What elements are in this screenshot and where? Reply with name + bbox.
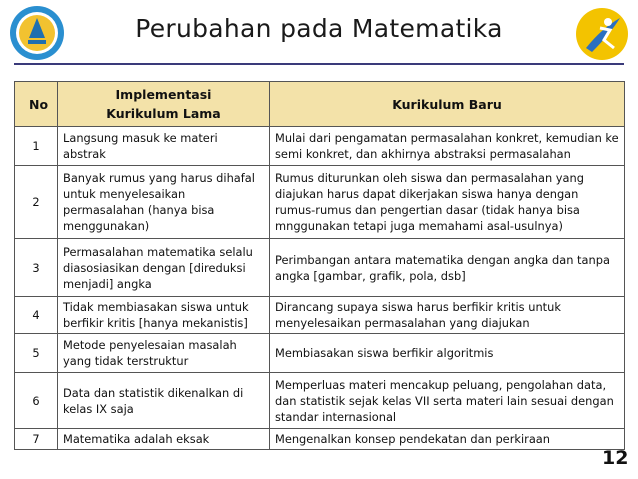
table-row (15, 334, 625, 373)
row-number: 7 (15, 429, 58, 450)
cell-lama: Matematika adalah eksak (58, 429, 270, 450)
curriculum-logo-icon (570, 4, 632, 66)
table-header-row (15, 82, 625, 127)
row-number: 5 (15, 334, 58, 373)
page-title: Perubahan pada Matematika (135, 14, 503, 43)
page-number: 12 (602, 447, 629, 469)
row-number: 1 (15, 127, 58, 166)
cell-lama: Langsung masuk ke materi abstrak (58, 127, 270, 166)
row-number: 6 (15, 373, 58, 429)
row-number: 2 (15, 166, 58, 239)
cell-lama: Banyak rumus yang harus dihafal untuk menyelesaikan permasalahan (hanya bisa menggunakan) (58, 166, 270, 239)
cell-baru: Mengenalkan konsep pendekatan dan perkiraan (270, 429, 625, 450)
cell-lama: Tidak membiasakan siswa untuk berfikir kritis [hanya mekanistis] (58, 297, 270, 334)
cell-baru: Membiasakan siswa berfikir algoritmis (270, 334, 625, 373)
cell-baru: Mulai dari pengamatan permasalahan konkret, kemudian ke semi konkret, dan akhirnya abstraksi permasalahan (270, 127, 625, 166)
cell-lama: Metode penyelesaian masalah yang tidak terstruktur (58, 334, 270, 373)
comparison-table (14, 81, 625, 450)
title-divider (14, 63, 624, 65)
cell-baru: Memperluas materi mencakup peluang, pengolahan data, dan statistik sejak kelas VII serta materi lain sesuai dengan standar internasional (270, 373, 625, 429)
header-kurikulum-baru: Kurikulum Baru (270, 82, 625, 127)
cell-baru: Rumus diturunkan oleh siswa dan permasalahan yang diajukan harus dapat dikerjakan siswa hanya dengan rumus-rumus dan pengertian dasar (tidak hanya bisa mnggunakan tetapi juga memahami asal-usulnya) (270, 166, 625, 239)
cell-lama: Permasalahan matematika selalu diasosiasikan dengan [direduksi menjadi] angka (58, 239, 270, 297)
table-row (15, 239, 625, 297)
header-lama-line1: Implementasi (115, 87, 212, 102)
table-row (15, 127, 625, 166)
header-no: No (15, 82, 58, 127)
cell-baru: Perimbangan antara matematika dengan angka dan tanpa angka [gambar, grafik, pola, dsb] (270, 239, 625, 297)
header-lama-line2: Kurikulum Lama (106, 106, 221, 121)
cell-baru: Dirancang supaya siswa harus berfikir kritis untuk menyelesaikan permasalahan yang diajukan (270, 297, 625, 334)
row-number: 3 (15, 239, 58, 297)
table-row (15, 429, 625, 450)
table-row (15, 166, 625, 239)
header-kurikulum-lama (58, 82, 270, 127)
table-row (15, 373, 625, 429)
cell-lama: Data dan statistik dikenalkan di kelas IX saja (58, 373, 270, 429)
table-row (15, 297, 625, 334)
row-number: 4 (15, 297, 58, 334)
